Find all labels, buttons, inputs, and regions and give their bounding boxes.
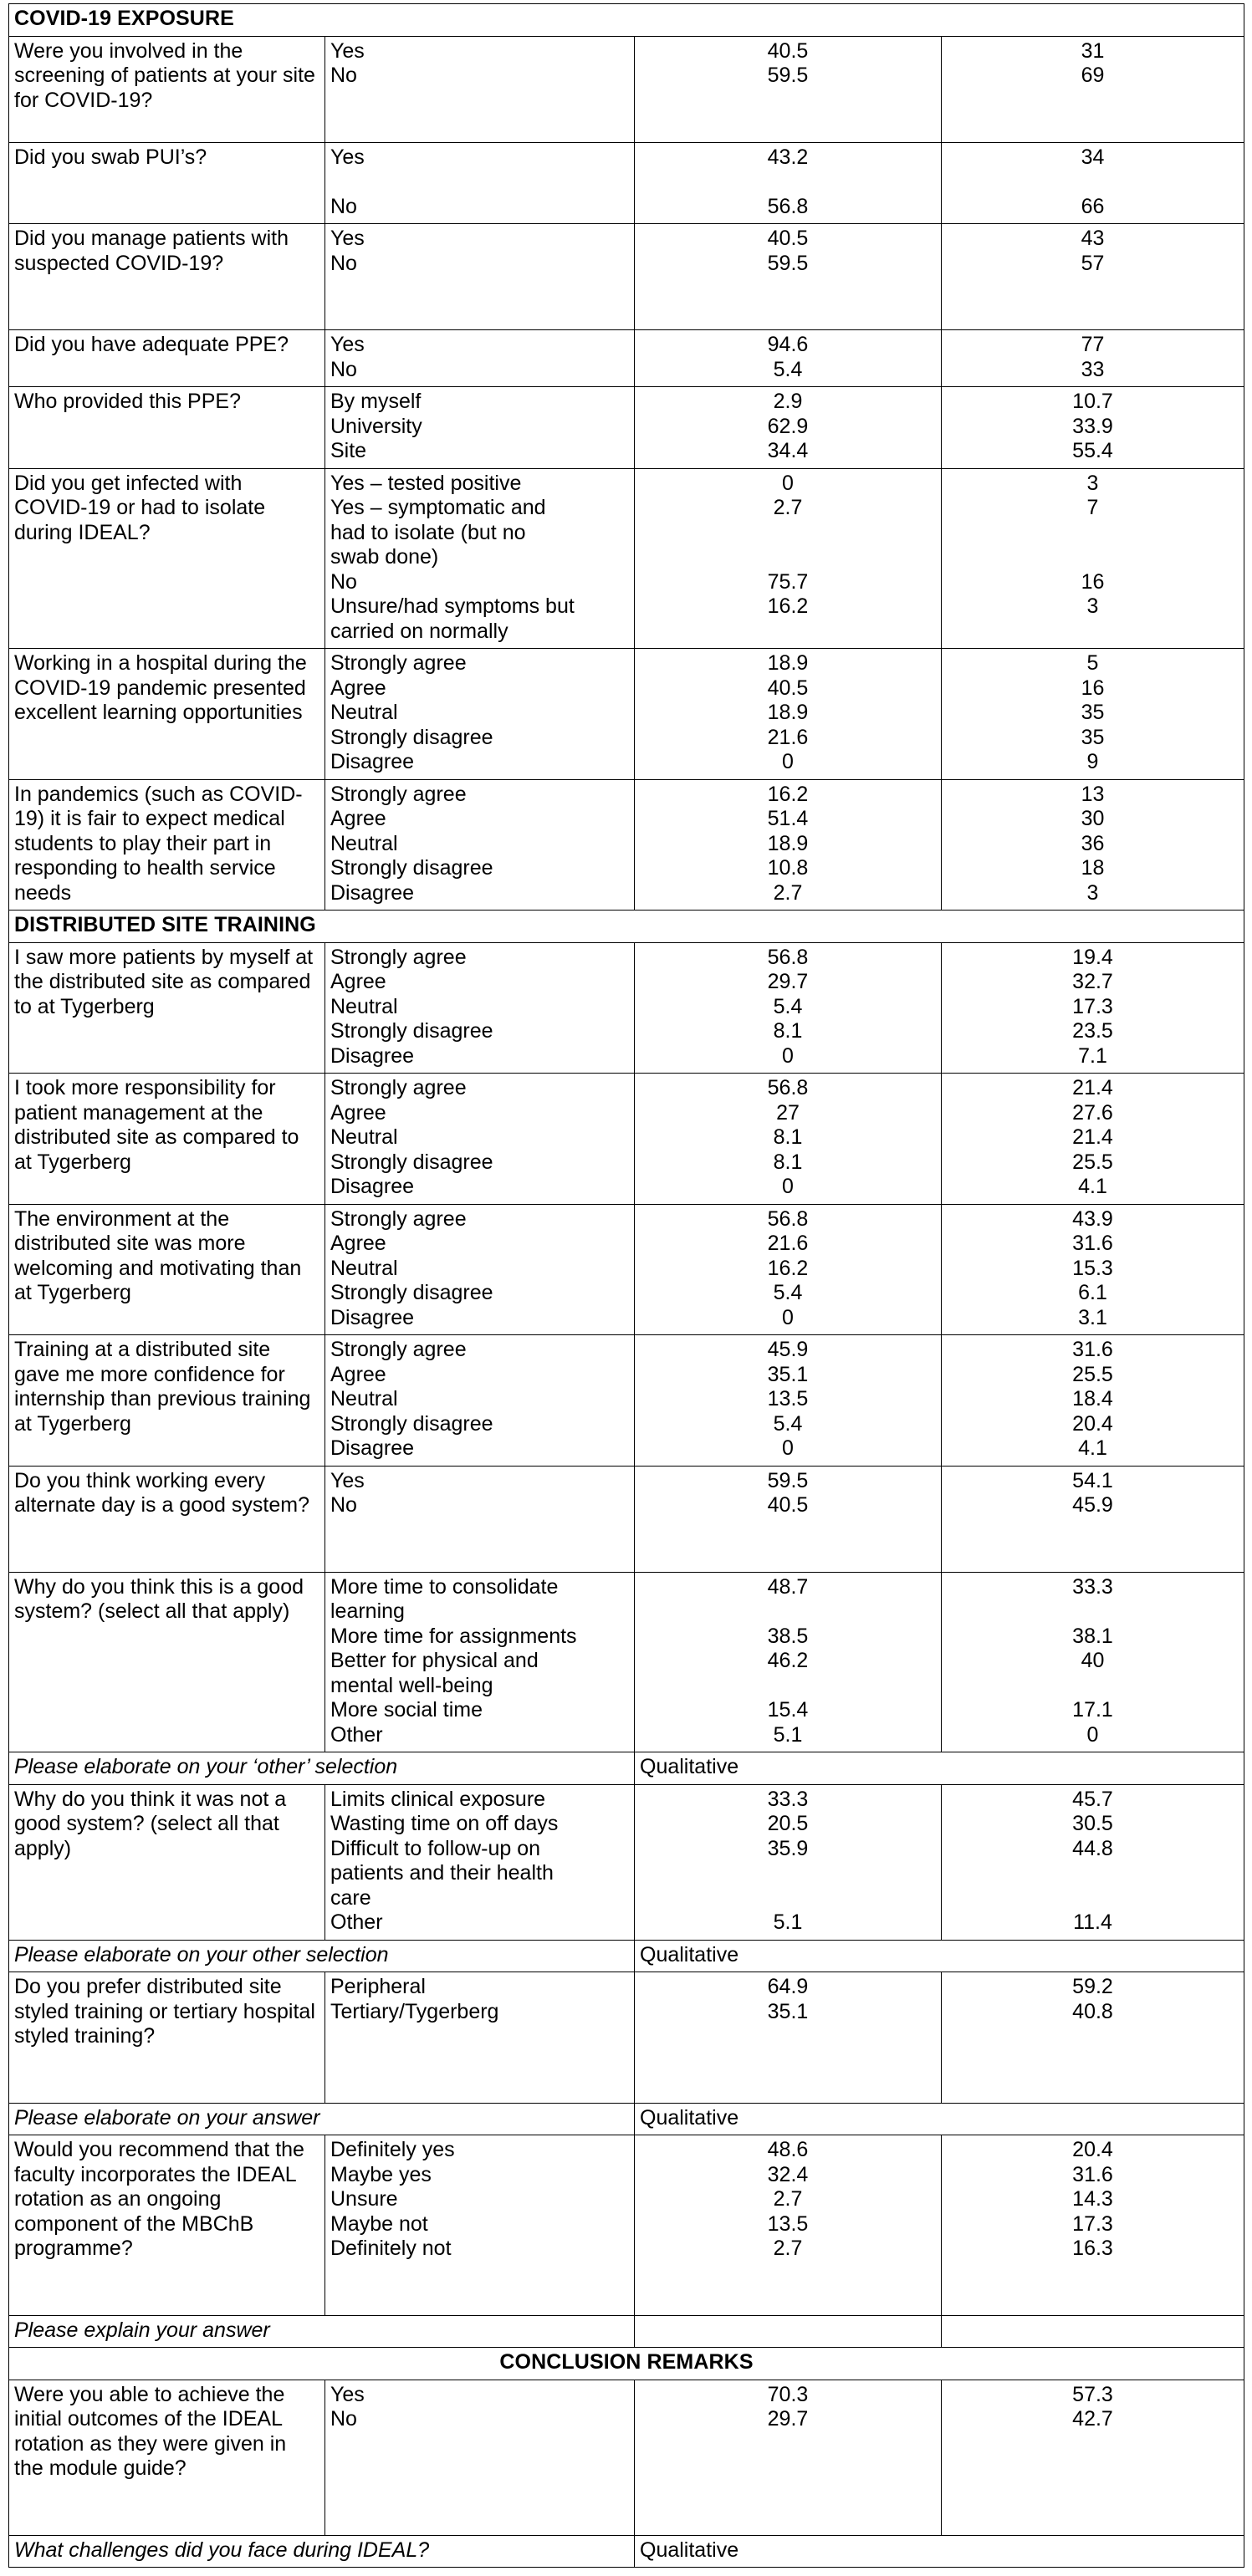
table-row — [9, 2135, 1244, 2316]
value-column-1: 18.9 40.5 18.9 21.6 0 — [635, 649, 942, 780]
value-column-2: 59.2 40.8 — [942, 1972, 1244, 2104]
question-cell: Were you involved in the screening of patients at your site for COVID-19? — [9, 36, 325, 142]
qualitative-value: Qualitative — [635, 2535, 1244, 2568]
value-column-1: 16.2 51.4 18.9 10.8 2.7 — [635, 779, 942, 911]
table-row — [9, 942, 1244, 1074]
qualitative-row — [9, 1940, 1244, 1972]
table-row — [9, 36, 1244, 142]
table-row — [9, 1204, 1244, 1335]
value-column-2: 13 30 36 18 3 — [942, 779, 1244, 911]
value-column-1: 40.5 59.5 — [635, 224, 942, 330]
qualitative-row — [9, 1752, 1244, 1785]
value-column-2: 34 66 — [942, 142, 1244, 224]
value-column-1: 33.3 20.5 35.9 5.1 — [635, 1784, 942, 1940]
section-heading-covid-19-exposure: COVID-19 EXPOSURE — [9, 4, 1244, 37]
value-column-2: 20.4 31.6 14.3 17.3 16.3 — [942, 2135, 1244, 2316]
value-column-2: 43.9 31.6 15.3 6.1 3.1 — [942, 1204, 1244, 1335]
option-cell: Yes No — [325, 330, 635, 387]
table-row — [9, 224, 1244, 330]
value-column-1: 94.6 5.4 — [635, 330, 942, 387]
qualitative-prompt: Please elaborate on your ‘other’ selection — [9, 1752, 635, 1785]
value-column-1: 64.9 35.1 — [635, 1972, 942, 2104]
table-row — [9, 1572, 1244, 1752]
section-heading-conclusion-remarks: CONCLUSION REMARKS — [9, 2348, 1244, 2380]
value-column-2: 33.3 38.1 40 17.1 0 — [942, 1572, 1244, 1752]
value-column-2: 57.3 42.7 — [942, 2380, 1244, 2535]
value-column-2: 21.4 27.6 21.4 25.5 4.1 — [942, 1074, 1244, 1205]
value-column-1 — [635, 2315, 942, 2348]
value-column-2: 3 7 16 3 — [942, 468, 1244, 649]
option-cell: Yes No — [325, 1466, 635, 1572]
table-row — [9, 468, 1244, 649]
table-row — [9, 1335, 1244, 1467]
question-cell: Training at a distributed site gave me more confidence for internship than previous training at Tygerberg — [9, 1335, 325, 1467]
value-column-1: 56.8 29.7 5.4 8.1 0 — [635, 942, 942, 1074]
option-cell: Yes – tested positive Yes – symptomatic and had to isolate (but no swab done) No Unsure/had symptoms but carried on normally — [325, 468, 635, 649]
question-cell: The environment at the distributed site was more welcoming and motivating than at Tygerberg — [9, 1204, 325, 1335]
qualitative-value: Qualitative — [635, 2103, 1244, 2135]
option-cell: Definitely yes Maybe yes Unsure Maybe not Definitely not — [325, 2135, 635, 2316]
value-column-1: 70.3 29.7 — [635, 2380, 942, 2535]
table-row — [9, 1784, 1244, 1940]
table-row — [9, 142, 1244, 224]
question-cell: Did you swab PUI’s? — [9, 142, 325, 224]
value-column-1: 56.8 21.6 16.2 5.4 0 — [635, 1204, 942, 1335]
section-header-row — [9, 911, 1244, 943]
value-column-2: 77 33 — [942, 330, 1244, 387]
survey-table-body — [9, 4, 1244, 2568]
value-column-1: 48.6 32.4 2.7 13.5 2.7 — [635, 2135, 942, 2316]
option-cell: Yes No — [325, 142, 635, 224]
option-cell: Peripheral Tertiary/Tygerberg — [325, 1972, 635, 2104]
table-row — [9, 1466, 1244, 1572]
question-cell: Were you able to achieve the initial outcomes of the IDEAL rotation as they were given in the module guide? — [9, 2380, 325, 2535]
value-column-2 — [942, 2315, 1244, 2348]
question-cell: Why do you think it was not a good system? (select all that apply) — [9, 1784, 325, 1940]
qualitative-prompt: Please explain your answer — [9, 2315, 635, 2348]
option-cell: Strongly agree Agree Neutral Strongly disagree Disagree — [325, 942, 635, 1074]
question-cell: In pandemics (such as COVID-19) it is fair to expect medical students to play their part in responding to health service needs — [9, 779, 325, 911]
section-heading-distributed-site-training: DISTRIBUTED SITE TRAINING — [9, 911, 1244, 943]
option-cell: Limits clinical exposure Wasting time on off days Difficult to follow-up on patients and their health care Other — [325, 1784, 635, 1940]
question-cell: Do you prefer distributed site styled training or tertiary hospital styled training? — [9, 1972, 325, 2104]
qualitative-row — [9, 2535, 1244, 2568]
value-column-1: 48.7 38.5 46.2 15.4 5.1 — [635, 1572, 942, 1752]
value-column-2: 5 16 35 35 9 — [942, 649, 1244, 780]
value-column-2: 54.1 45.9 — [942, 1466, 1244, 1572]
question-cell: Working in a hospital during the COVID-19 pandemic presented excellent learning opportunities — [9, 649, 325, 780]
table-row — [9, 649, 1244, 780]
qualitative-row — [9, 2315, 1244, 2348]
section-header-row — [9, 2348, 1244, 2380]
value-column-1: 59.5 40.5 — [635, 1466, 942, 1572]
option-cell: Strongly agree Agree Neutral Strongly disagree Disagree — [325, 779, 635, 911]
question-cell: Who provided this PPE? — [9, 387, 325, 469]
table-row — [9, 2380, 1244, 2535]
value-column-1: 2.9 62.9 34.4 — [635, 387, 942, 469]
value-column-2: 10.7 33.9 55.4 — [942, 387, 1244, 469]
qualitative-prompt: What challenges did you face during IDEAL? — [9, 2535, 635, 2568]
option-cell: Yes No — [325, 2380, 635, 2535]
option-cell: Strongly agree Agree Neutral Strongly disagree Disagree — [325, 649, 635, 780]
value-column-2: 19.4 32.7 17.3 23.5 7.1 — [942, 942, 1244, 1074]
option-cell: By myself University Site — [325, 387, 635, 469]
value-column-2: 31 69 — [942, 36, 1244, 142]
value-column-2: 45.7 30.5 44.8 11.4 — [942, 1784, 1244, 1940]
value-column-1: 40.5 59.5 — [635, 36, 942, 142]
qualitative-value: Qualitative — [635, 1940, 1244, 1972]
value-column-1: 43.2 56.8 — [635, 142, 942, 224]
question-cell: Do you think working every alternate day is a good system? — [9, 1466, 325, 1572]
qualitative-value: Qualitative — [635, 1752, 1244, 1785]
table-row — [9, 1972, 1244, 2104]
question-cell: Did you have adequate PPE? — [9, 330, 325, 387]
survey-results-table — [8, 3, 1244, 2568]
question-cell: Did you manage patients with suspected COVID-19? — [9, 224, 325, 330]
qualitative-prompt: Please elaborate on your other selection — [9, 1940, 635, 1972]
value-column-2: 43 57 — [942, 224, 1244, 330]
question-cell: I saw more patients by myself at the distributed site as compared to at Tygerberg — [9, 942, 325, 1074]
option-cell: More time to consolidate learning More time for assignments Better for physical and mental well-being More social time Other — [325, 1572, 635, 1752]
question-cell: Why do you think this is a good system? (select all that apply) — [9, 1572, 325, 1752]
table-row — [9, 1074, 1244, 1205]
qualitative-row — [9, 2103, 1244, 2135]
value-column-1: 0 2.7 75.7 16.2 — [635, 468, 942, 649]
section-header-row — [9, 4, 1244, 37]
question-cell: Did you get infected with COVID-19 or had to isolate during IDEAL? — [9, 468, 325, 649]
question-cell: Would you recommend that the faculty incorporates the IDEAL rotation as an ongoing component of the MBChB programme? — [9, 2135, 325, 2316]
question-cell: I took more responsibility for patient management at the distributed site as compared to at Tygerberg — [9, 1074, 325, 1205]
value-column-1: 56.8 27 8.1 8.1 0 — [635, 1074, 942, 1205]
option-cell: Strongly agree Agree Neutral Strongly disagree Disagree — [325, 1335, 635, 1467]
table-row — [9, 330, 1244, 387]
table-row — [9, 779, 1244, 911]
option-cell: Strongly agree Agree Neutral Strongly disagree Disagree — [325, 1204, 635, 1335]
table-row — [9, 387, 1244, 469]
option-cell: Yes No — [325, 224, 635, 330]
value-column-2: 31.6 25.5 18.4 20.4 4.1 — [942, 1335, 1244, 1467]
option-cell: Yes No — [325, 36, 635, 142]
value-column-1: 45.9 35.1 13.5 5.4 0 — [635, 1335, 942, 1467]
qualitative-prompt: Please elaborate on your answer — [9, 2103, 635, 2135]
option-cell: Strongly agree Agree Neutral Strongly disagree Disagree — [325, 1074, 635, 1205]
